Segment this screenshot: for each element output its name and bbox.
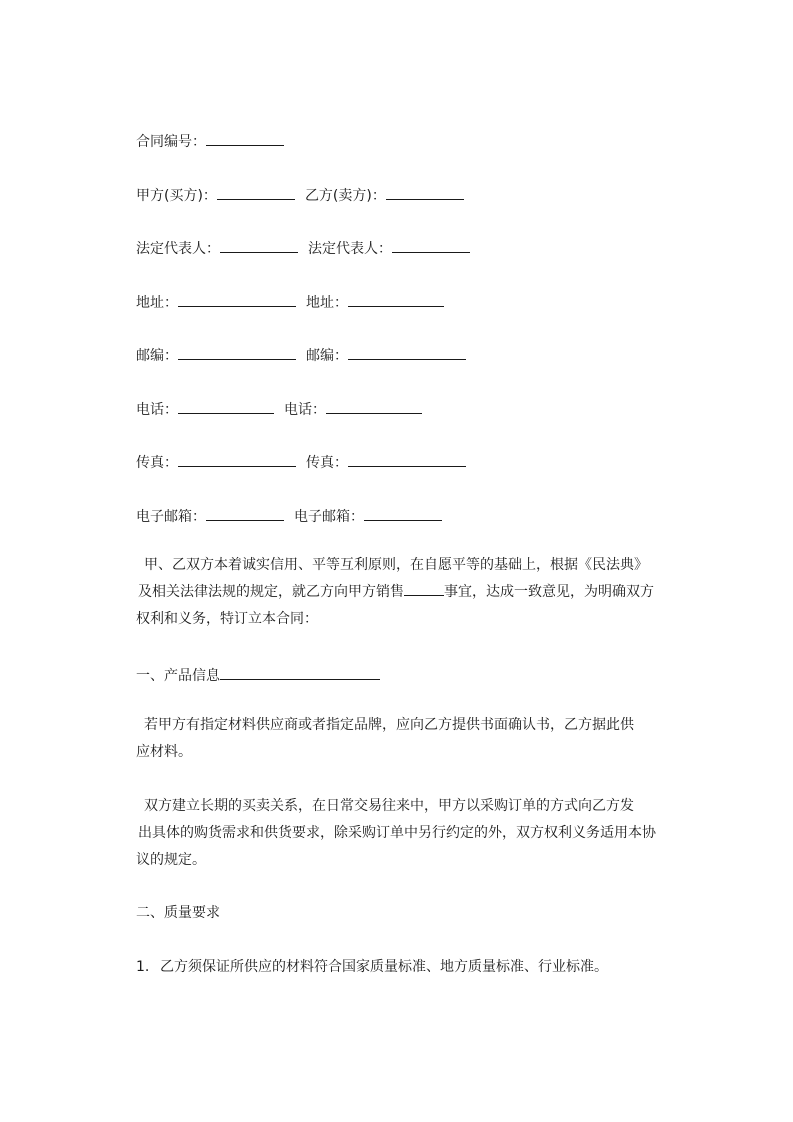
section-2-heading: 二、质量要求 [136,905,220,921]
s1-p1-line-2: 应材料。 [136,744,192,760]
zip-row [136,346,466,365]
phone-row [136,400,422,419]
s1-p1-line-1: 若甲方有指定材料供应商或者指定品牌，应向乙方提供书面确认书，乙方据此供 [144,717,634,733]
legal-rep-b-label: 法定代表人： [308,241,392,257]
section-1-title: 一、产品信息 [136,668,220,684]
party-b-label: 乙方(卖方)： [304,188,386,204]
address-a-label: 地址： [136,295,178,311]
address-b-blank[interactable] [348,293,444,307]
legal-rep-row [136,239,470,258]
section-1-paragraph-1 [136,712,721,766]
phone-b-blank[interactable] [326,400,422,414]
email-a-blank[interactable] [206,507,284,521]
fax-a-blank[interactable] [178,453,296,467]
item-number: 1. [136,959,150,975]
email-a-label: 电子邮箱： [136,509,206,525]
s1-p2-line-2: 出具体的购货需求和供货要求，除采购订单中另行约定的外，双方权利义务适用本协 [138,825,656,841]
section-1-heading [136,666,380,685]
legal-rep-b-blank[interactable] [392,239,470,253]
contract-number-row [136,132,284,151]
email-b-blank[interactable] [364,507,442,521]
zip-a-blank[interactable] [178,346,296,360]
intro-line-1: 甲、乙双方本着诚实信用、平等互利原则，在自愿平等的基础上，根据《民法典》 [144,557,648,573]
intro-line-2: 及相关法律法规的规定，就乙方向甲方销售 事宜，达成一致意见，为明确双方 [138,584,654,600]
legal-rep-a-label: 法定代表人： [136,241,220,257]
product-info-blank[interactable] [220,666,380,680]
intro-line-3: 权利和义务，特订立本合同： [136,611,318,627]
parties-row [136,186,464,205]
fax-b-label: 传真： [306,455,348,471]
party-b-blank[interactable] [386,186,464,200]
email-row [136,507,442,526]
zip-b-label: 邮编： [306,348,348,364]
phone-a-label: 电话： [136,402,178,418]
fax-row [136,453,466,472]
fax-b-blank[interactable] [348,453,466,467]
s1-p2-line-3: 议的规定。 [136,852,206,868]
s1-p2-line-1: 双方建立长期的买卖关系，在日常交易往来中，甲方以采购订单的方式向乙方发 [144,798,634,814]
fax-a-label: 传真： [136,455,178,471]
product-blank[interactable] [404,582,444,596]
zip-b-blank[interactable] [348,346,466,360]
phone-b-label: 电话： [284,402,326,418]
party-a-blank[interactable] [217,186,295,200]
zip-a-label: 邮编： [136,348,178,364]
contract-number-label: 合同编号： [136,134,206,150]
intro-paragraph [136,552,721,633]
address-row [136,293,444,312]
contract-number-blank[interactable] [206,132,284,146]
address-a-blank[interactable] [178,293,296,307]
email-b-label: 电子邮箱： [294,509,364,525]
item-text: 乙方须保证所供应的材料符合国家质量标准、地方质量标准、行业标准。 [160,959,608,975]
section-2-item-1 [136,958,608,976]
party-a-label: 甲方(买方)： [136,188,217,204]
section-1-paragraph-2 [136,793,721,874]
address-b-label: 地址： [306,295,348,311]
phone-a-blank[interactable] [178,400,274,414]
legal-rep-a-blank[interactable] [220,239,298,253]
